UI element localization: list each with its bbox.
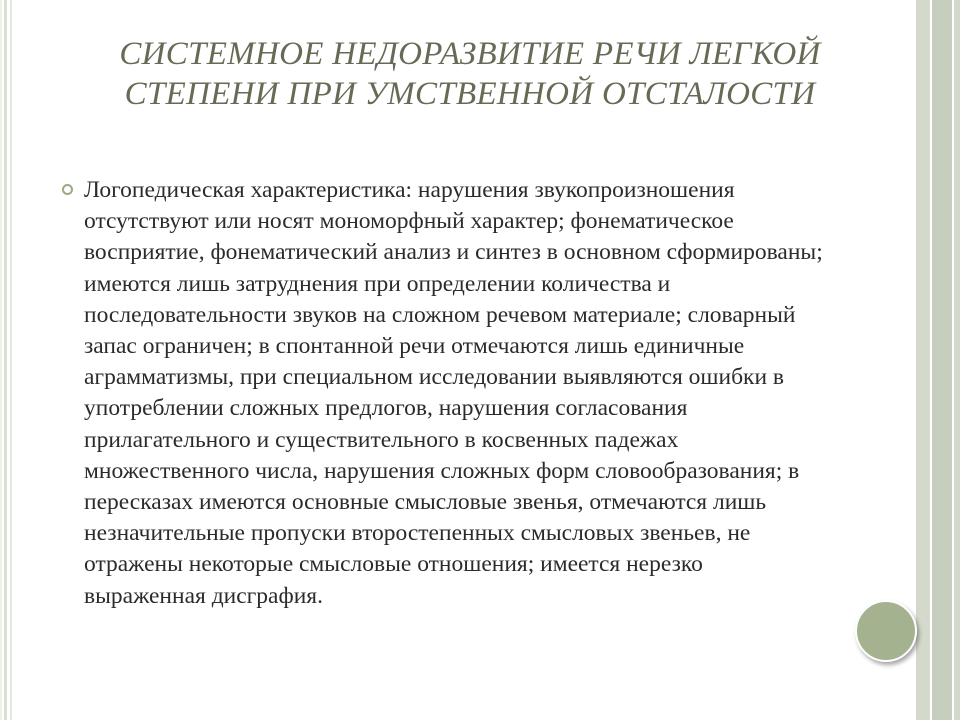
left-frame-decoration [0,0,16,720]
right-frame-decoration [916,0,960,720]
slide-content [84,175,824,612]
ring-bullet-icon [62,184,73,195]
right-frame-stripe [930,0,954,720]
left-frame-line [4,0,7,720]
green-circle-icon [855,600,917,662]
slide-title-line-2: СТЕПЕНИ ПРИ УМСТВЕННОЙ ОТСТАЛОСТИ [124,76,816,112]
bullet-text: Логопедическая характеристика: нарушения звукопроизношения отсутствуют или носят мономорфный характер; фонематическое восприятие, фонематический анализ и синтез в основном сформированы; имеются лишь затруднения при определении количества и последовательности звуков на сложном речевом материале; словарный запас ограничен; в спонтанной речи отмечаются лишь единичные аграмматизмы, при специальном исследовании выявляются ошибки в употреблении сложных предлогов, нарушения согласования прилагательного и существительного в косвенных падежах множественного числа, нарушения сложных форм словообразования; в пересказах имеются основные смысловые звенья, отмечаются лишь незначительные пропуски второстепенных смысловых звеньев, не отражены некоторые смысловые отношения; имеется нерезко выраженная дисграфия. [84,177,823,609]
left-frame-line [10,0,12,720]
slide-title-line-1: СИСТЕМНОЕ НЕДОРАЗВИТИЕ РЕЧИ ЛЕГКОЙ [119,36,821,72]
left-frame-line [0,0,2,720]
slide-title [60,34,880,114]
bullet-item [84,175,824,612]
